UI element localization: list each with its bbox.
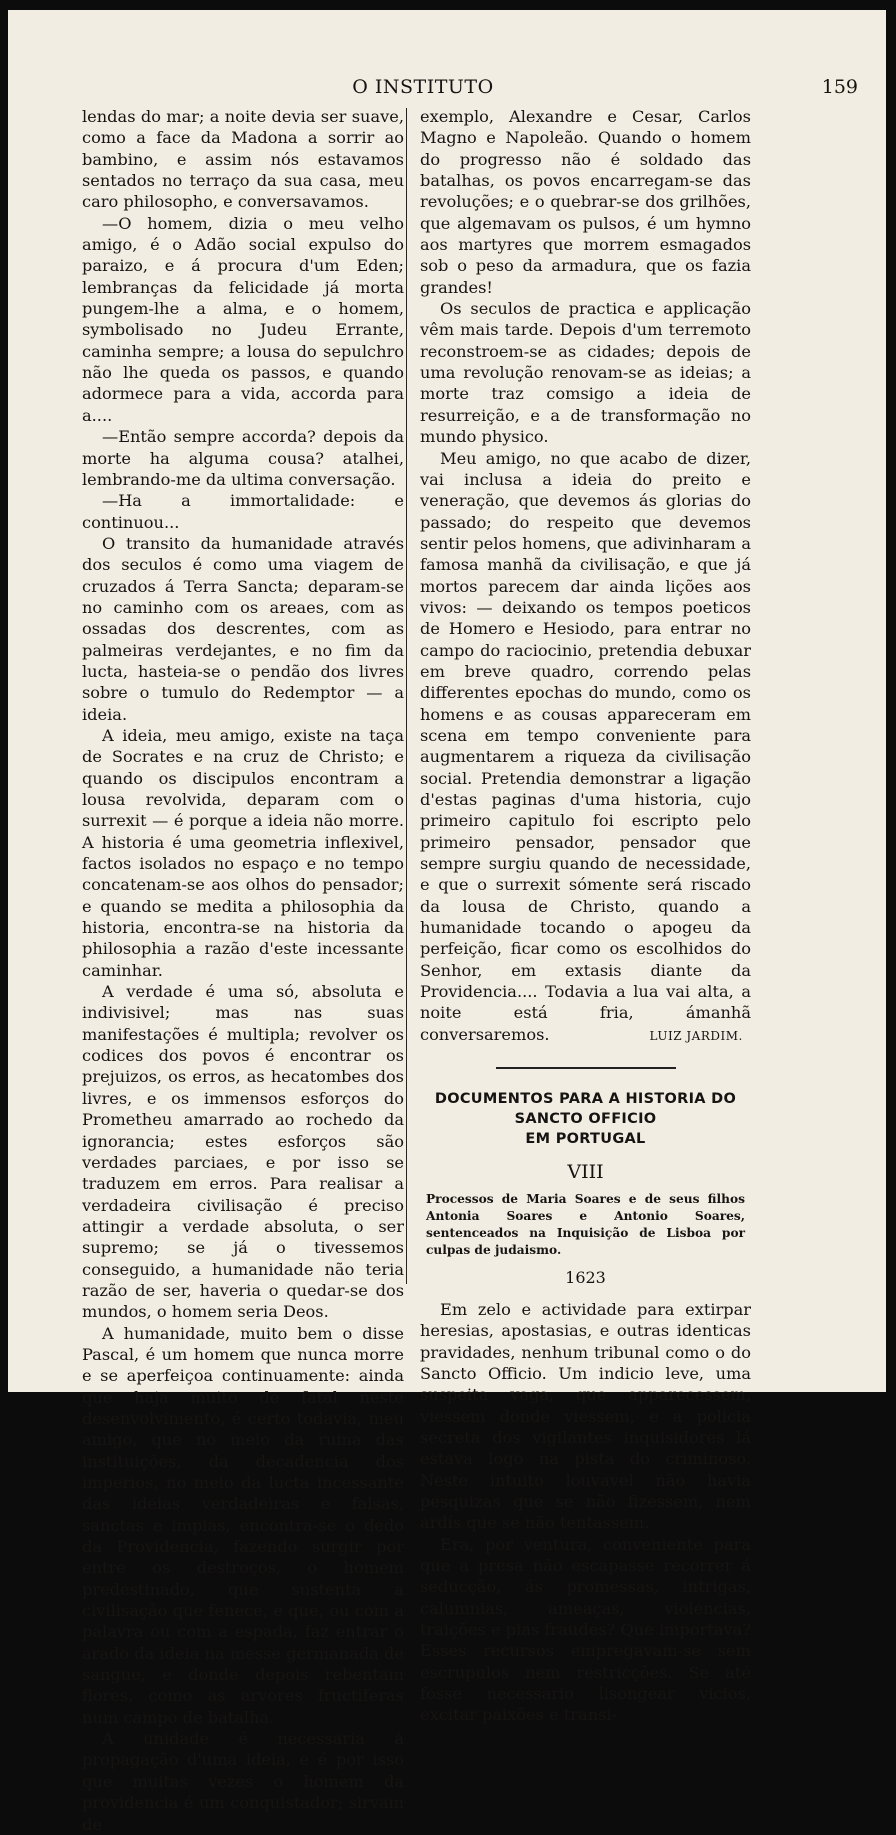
- journal-page: [8, 10, 886, 1834]
- running-title: O INSTITUTO: [352, 76, 494, 98]
- page-header: [8, 76, 886, 106]
- paragraph: —Ha a immortalidade: e continuou...: [82, 491, 404, 532]
- section-divider: [496, 1067, 676, 1069]
- section-numeral: VIII: [567, 1161, 604, 1184]
- paragraph: Era, por ventura, conveniente para que a presa não escapasse recorrer á seducção, ás promessas, intrigas, calumnias, ameaças, violencias, traições e pias fraudes? Que importava? Esses recursos empregavam-se sem escrupulos nem restricções. Se até fosse necessario lisongear vicios, excitar paixões e transi-: [420, 1534, 751, 1725]
- section-title: [420, 1089, 751, 1149]
- paragraph: A humanidade, muito bem o disse Pascal, é um homem que nunca morre e se aperfeiçoa continuamente: ainda que haja muito de fatal neste desenvolvimento, é certo todavia, meu amigo, que no meio da ruina das instituições, da decadencia dos imperios, no meio da lucta incessante das ideias verdadeiras e falsas, sanctas e impias, encontra-se o dedo da Providencia, fazendo surgir por entre os destroços, o homem predestinado, que sustenta a civilisação que fenece, e que, ou com a palavra ou com a espada, faz entrar o arado da ideia na messe germanada de sangue, e donde depois rebentam flores, como as arvores fructiferas num campo de batalha.: [82, 1323, 404, 1727]
- paragraph: A unidade é necessaria á propagação d'uma ideia, e é por isso que muitas vezes o homem da providencia é um conquistador; sirvam de: [82, 1729, 404, 1834]
- paragraph: [420, 448, 751, 1048]
- left-column: [82, 106, 404, 1835]
- section-title-line2: EM PORTUGAL: [525, 1131, 646, 1148]
- page-number: 159: [821, 76, 858, 98]
- paragraph: Em zelo e actividade para extirpar heresias, apostasias, e outras identicas pravidades, nenhum tribunal como o do Sancto Officio. Um indicio leve, uma suspeita vaga, que apparecessem, viessem donde viessem, e a policia secreta dos vigilantes inquisidores lá estava logo na pista do criminoso. Neste intuito louvavel não havia pesquizas que se não fizessem, nem ardís que se não tentassem.: [420, 1299, 751, 1533]
- section-year: 1623: [565, 1268, 606, 1288]
- paragraph-text: Meu amigo, no que acabo de dizer, vai inclusa a ideia do preito e veneração, que devemos ás glorias do passado; do respeito que devemos sentir pelos homens, que adivinharam a famosa manhã da civilisação, e que já mortos parecem dar ainda lições aos vivos: — deixando os tempos poeticos de Homero e Hesiodo, para entrar no campo do raciocinio, pretendia debuxar em breve quadro, correndo pelas differentes epochas do mundo, como os homens e as cousas appareceram em scena em tempo conveniente para augmentarem a riqueza da civilisação social. Pretendia demonstrar a ligação d'estas paginas d'uma historia, cujo primeiro capitulo foi escripto pelo primeiro pensador, pensador que sempre surgiu quando de necessidade, e que o surrexit sómente será riscado da lousa de Christo, quando a humanidade tocando o apogeu da perfeição, ficar como os escolhidos do Senhor, em extasis diante da Providencia.... Todavia a lua vai alta, a noite está fria, ámanhã conversaremos.: [420, 448, 751, 1044]
- paragraph: A ideia, meu amigo, existe na taça de Socrates e na cruz de Christo; e quando os discipulos encontram a lousa revolvida, deparam com o surrexit — é porque a ideia não morre. A historia é uma geometria inflexivel, factos isolados no espaço e no tempo concatenam-se aos olhos do pensador; e quando se medita a philosophia da historia, encontra-se na historia da philosophia a razão d'este incessante caminhar.: [82, 725, 404, 980]
- paragraph: A verdade é uma só, absoluta e indivisivel; mas nas suas manifestações é multipla; revolver os codices dos povos é encontrar os prejuizos, os erros, as hecatombes dos livres, e os immensos esforços do Prometheu amarrado ao rochedo da ignorancia; estes esforços são verdades parciaes, e por isso se traduzem em erros. Para realisar a verdadeira civilisação é preciso attingir a verdade absoluta, o ser supremo; se já o tivessemos conseguido, a humanidade não teria razão de ser, haveria o quedar-se dos mundos, o homem seria Deos.: [82, 982, 404, 1322]
- paragraph: —O homem, dizia o meu velho amigo, é o Adão social expulso do paraizo, e á procura d'um Eden; lembranças da felicidade já morta pungem-lhe a alma, e o homem, symbolisado no Judeu Errante, caminha sempre; a lousa do sepulchro não lhe queda os passos, e quando adormece para a vida, accorda para a....: [82, 213, 404, 425]
- paragraph: exemplo, Alexandre e Cesar, Carlos Magno e Napoleão. Quando o homem do progresso não é soldado das batalhas, os povos encarregam-se das revoluções; e o quebrar-se dos grilhões, que algemavam os pulsos, é um hymno aos martyres que morrem esmagados sob o peso da armadura, que os fazia grandes!: [420, 107, 751, 297]
- paragraph: O transito da humanidade através dos seculos é como uma viagem de cruzados á Terra Sancta; deparam-se no caminho com os areaes, com as ossadas dos descrentes, com as palmeiras verdejantes, e no fim da lucta, hasteia-se o pendão dos livres sobre o tumulo do Redemptor — a ideia.: [82, 533, 404, 724]
- section-title-line1: DOCUMENTOS PARA A HISTORIA DO SANCTO OFFICIO: [434, 1091, 737, 1128]
- column-divider: [406, 108, 407, 1284]
- right-column: [420, 106, 751, 1726]
- paragraph: —Então sempre accorda? depois da morte ha alguma cousa? atalhei, lembrando-me da ultima conversação.: [82, 427, 404, 489]
- paragraph: Os seculos de practica e applicação vêm mais tarde. Depois d'um terremoto reconstroem-se as cidades; depois de uma revolução renovam-se as ideias; a morte traz comsigo a ideia de resurreição, e a de transformação no mundo physico.: [420, 299, 751, 447]
- author-signature: LUIZ JARDIM.: [649, 1028, 743, 1043]
- paragraph: lendas do mar; a noite devia ser suave, como a face da Madona a sorrir ao bambino, e assim nós estavamos sentados no terraço da sua casa, meu caro philosopho, e conversavamos.: [82, 107, 404, 212]
- section-summary: Processos de Maria Soares e de seus filhos Antonia Soares e Antonio Soares, sentenceados na Inquisição de Lisboa por culpas de judaismo.: [426, 1192, 745, 1258]
